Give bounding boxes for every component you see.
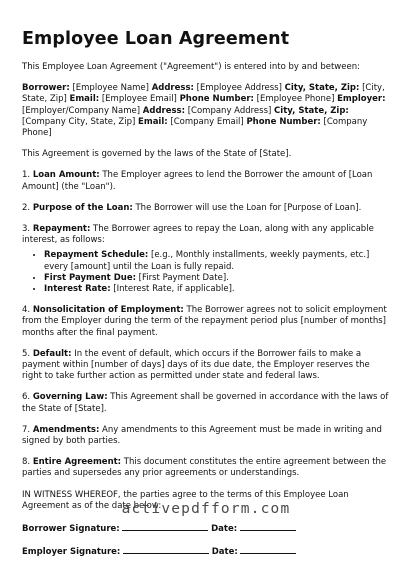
- employer-signature-row: [22, 545, 390, 558]
- section-heading: Default:: [32, 348, 72, 359]
- section-repayment: [22, 224, 390, 246]
- employer-address-label: Address:: [142, 105, 186, 116]
- section-loan-amount: [22, 170, 390, 192]
- section-nonsolicitation: [22, 305, 390, 339]
- section-number: 3.: [22, 224, 33, 235]
- watermark: activepdfform.com: [121, 501, 291, 517]
- document-page: [22, 28, 390, 568]
- list-item-text: [e.g., Monthly installments, weekly payments, etc.] every [amount] until the Loan is fully repaid.: [44, 250, 370, 272]
- repayment-list: [22, 250, 390, 295]
- borrower-address-label: Address:: [151, 83, 194, 94]
- section-text: This Agreement shall be governed in accordance with the laws of the State of [State].: [22, 392, 389, 414]
- section-text: The Borrower agrees to repay the Loan, along with any applicable interest, as follows:: [22, 224, 374, 246]
- section-number: 6.: [22, 392, 33, 403]
- section-entire-agreement: [22, 457, 390, 479]
- employer-date-field[interactable]: [240, 545, 296, 554]
- employer-address: [Company Address]: [185, 105, 275, 116]
- section-heading: Amendments:: [32, 424, 100, 435]
- section-text: In the event of default, which occurs if the Borrower fails to make a payment within [number of days] days of its due date, the Employer reserves the right to take further action as permitted under state and federal laws.: [22, 348, 370, 382]
- employer-date-label: Date:: [211, 547, 238, 558]
- section-default: [22, 349, 390, 383]
- governing-statement: This Agreement is governed by the laws of the State of [State].: [22, 149, 292, 160]
- section-text: The Borrower will use the Loan for [Purpose of Loan].: [132, 202, 362, 213]
- section-heading: Governing Law:: [32, 392, 108, 403]
- borrower-city-label: City, State, Zip:: [284, 83, 360, 94]
- section-governing-law: [22, 392, 390, 414]
- section-heading: Entire Agreement:: [32, 457, 122, 468]
- borrower-phone: [Employee Phone]: [253, 94, 338, 105]
- intro-paragraph: This Employee Loan Agreement ("Agreement") is entered into by and between:: [22, 62, 360, 72]
- borrower-signature-row: [22, 522, 390, 535]
- employer-phone: [Company Phone]: [22, 116, 368, 139]
- section-number: 5.: [22, 348, 33, 359]
- borrower-city: [City, State, Zip]: [22, 83, 385, 105]
- list-item-label: Repayment Schedule:: [44, 250, 149, 261]
- employer-email: [Company Email]: [167, 116, 247, 127]
- section-text: This document constitutes the entire agreement between the parties and supersedes any prior agreements or understandings.: [22, 457, 387, 479]
- borrower-date-field[interactable]: [240, 522, 296, 531]
- list-item-label: First Payment Due:: [44, 272, 136, 283]
- parties-block: [22, 83, 390, 139]
- section-text: Any amendments to this Agreement must be made in writing and signed by both parties.: [22, 424, 382, 447]
- employer-signature-label: Employer Signature:: [22, 547, 121, 558]
- employer-city: [Company City, State, Zip]: [22, 116, 139, 127]
- document-title: Employee Loan Agreement: [22, 29, 290, 49]
- borrower-email-label: Email:: [69, 94, 100, 105]
- section-heading: Loan Amount:: [32, 170, 100, 181]
- section-number: 2.: [22, 202, 33, 213]
- section-amendments: [22, 425, 390, 447]
- borrower-address: [Employee Address]: [193, 83, 285, 94]
- borrower-date-label: Date:: [211, 524, 238, 535]
- section-number: 7.: [22, 424, 33, 435]
- witness-statement: IN WITNESS WHEREOF, the parties agree to the terms of this Employee Loan Agreement as of the date below:: [22, 489, 349, 511]
- borrower-phone-label: Phone Number:: [179, 94, 254, 105]
- employer-phone-label: Phone Number:: [246, 116, 321, 127]
- employer-signature-field[interactable]: [123, 545, 209, 554]
- section-text: The Employer agrees to lend the Borrower the amount of [Loan Amount] (the "Loan").: [22, 170, 373, 192]
- list-item-text: [First Payment Date].: [135, 272, 229, 283]
- section-number: 4.: [22, 305, 33, 316]
- section-heading: Purpose of the Loan:: [32, 202, 133, 213]
- employer-city-label: City, State, Zip:: [274, 105, 349, 116]
- employer-label: Employer:: [337, 94, 386, 105]
- borrower-label: Borrower:: [22, 83, 70, 94]
- borrower-signature-label: Borrower Signature:: [22, 524, 120, 535]
- borrower-signature-field[interactable]: [122, 522, 208, 531]
- section-text: The Borrower agrees not to solicit employment from the Employer during the term of the repayment period plus [number of months] months after the final payment.: [22, 305, 387, 338]
- list-item: [44, 284, 390, 295]
- list-item: [44, 250, 390, 272]
- employer-email-label: Email:: [138, 116, 168, 127]
- list-item: [44, 273, 390, 284]
- section-number: 8.: [22, 457, 33, 468]
- borrower-email: [Employee Email]: [99, 94, 180, 105]
- section-purpose: [22, 203, 390, 214]
- list-item-label: Interest Rate:: [44, 284, 111, 295]
- borrower-name: [Employee Name]: [69, 83, 152, 94]
- employer-name: [Employer/Company Name]: [22, 105, 143, 116]
- section-number: 1.: [22, 170, 33, 181]
- list-item-text: [Interest Rate, if applicable].: [110, 284, 235, 295]
- section-heading: Repayment:: [32, 224, 91, 235]
- section-heading: Nonsolicitation of Employment:: [32, 305, 184, 316]
